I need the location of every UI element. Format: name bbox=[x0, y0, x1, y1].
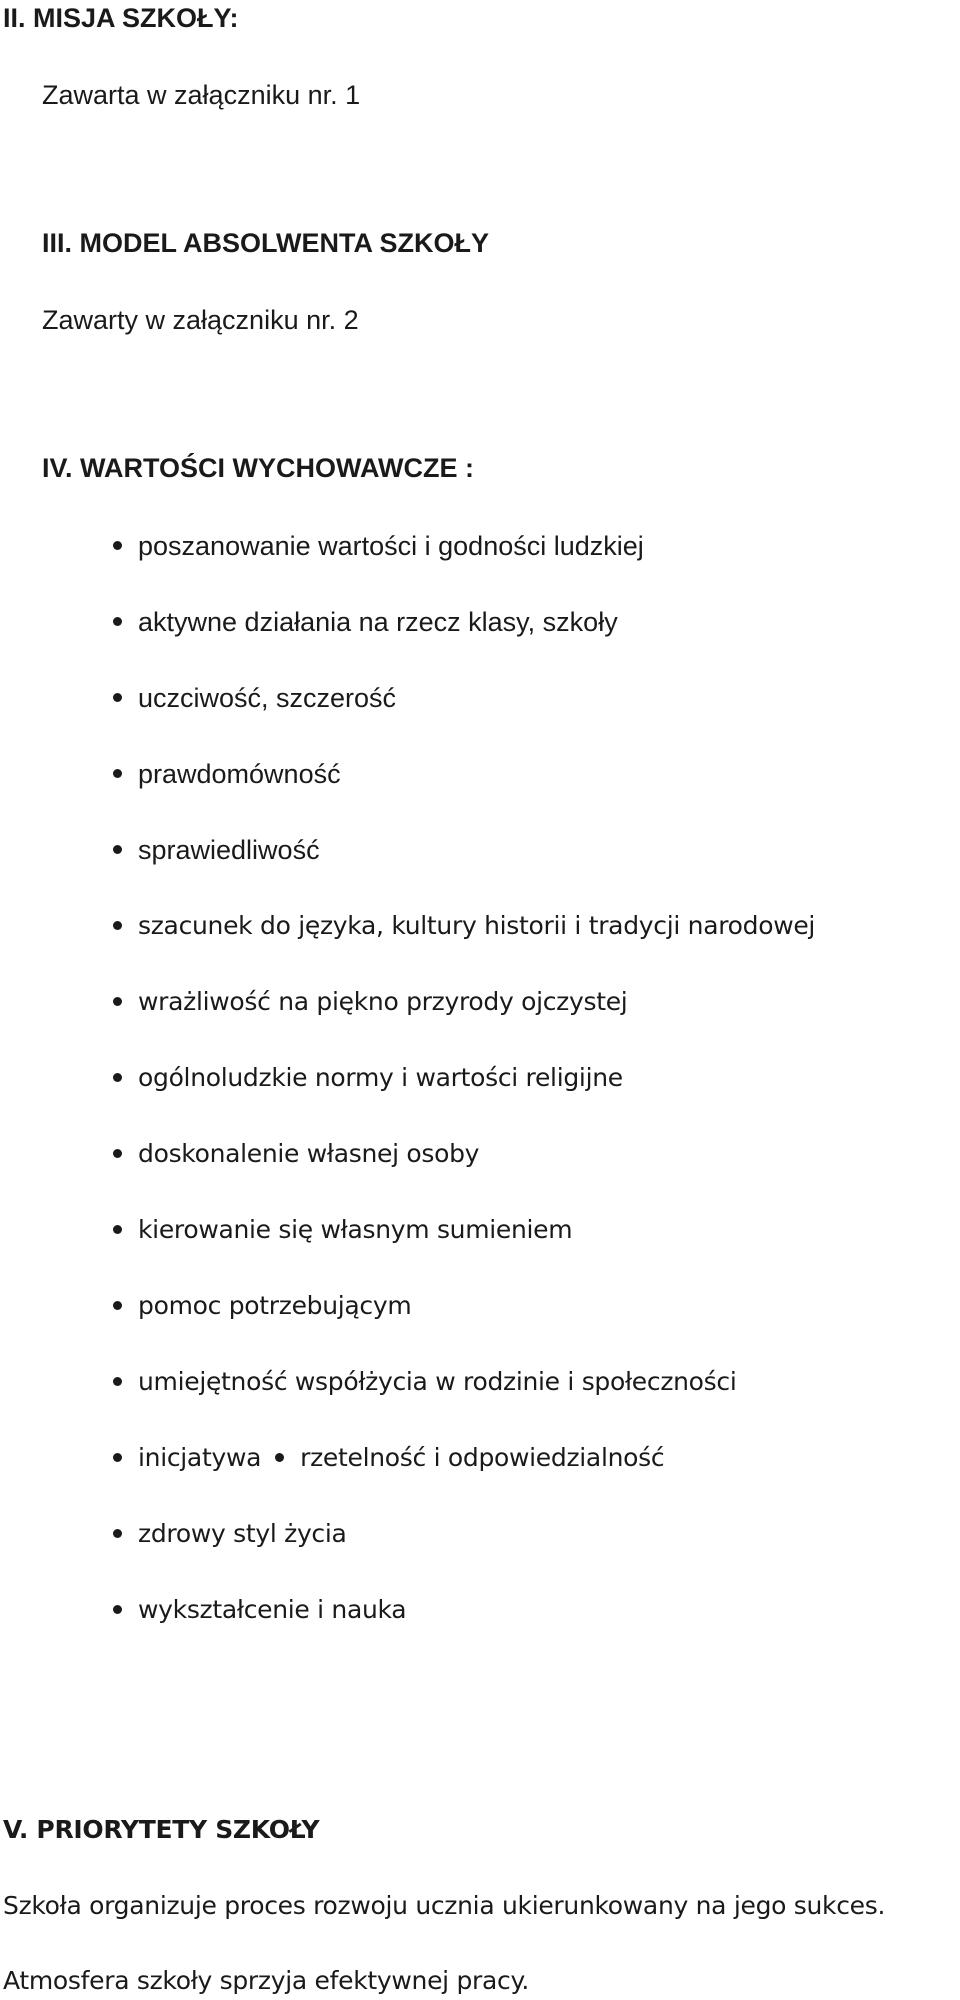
list-item-text: szacunek do języka, kultury historii i tradycji narodowej bbox=[138, 911, 816, 940]
list-item bbox=[113, 1293, 411, 1318]
list-item-text: rzetelność i odpowiedzialność bbox=[300, 1443, 665, 1472]
list-item-text: inicjatywa bbox=[138, 1443, 262, 1472]
list-item bbox=[113, 609, 618, 636]
list-item-text: doskonalenie własnej osoby bbox=[138, 1139, 480, 1168]
bullet-icon bbox=[113, 1377, 122, 1386]
list-item-text: aktywne działania na rzecz klasy, szkoły bbox=[138, 607, 618, 637]
list-item bbox=[113, 1217, 572, 1242]
section-4-heading: IV. WARTOŚCI WYCHOWAWCZE : bbox=[42, 453, 475, 483]
list-item bbox=[113, 1141, 479, 1166]
bullet-icon bbox=[113, 1149, 122, 1158]
list-item-text: umiejętność współżycia w rodzinie i społeczności bbox=[138, 1367, 737, 1396]
list-item-text: ogólnoludzkie normy i wartości religijne bbox=[138, 1063, 623, 1092]
list-item-text: wykształcenie i nauka bbox=[138, 1595, 407, 1624]
bullet-icon bbox=[275, 1453, 284, 1462]
bullet-icon bbox=[113, 921, 122, 930]
list-item bbox=[113, 1521, 347, 1546]
list-item-text: kierowanie się własnym sumieniem bbox=[138, 1215, 573, 1244]
list-item bbox=[113, 685, 396, 712]
list-item bbox=[113, 761, 341, 788]
list-item-text: wrażliwość na piękno przyrody ojczystej bbox=[138, 987, 628, 1016]
section-3-heading: III. MODEL ABSOLWENTA SZKOŁY bbox=[42, 228, 490, 258]
section-3-body: Zawarty w załączniku nr. 2 bbox=[42, 305, 359, 335]
bullet-icon bbox=[113, 617, 122, 626]
bullet-icon bbox=[113, 693, 122, 702]
list-item bbox=[113, 913, 815, 938]
list-item-text: sprawiedliwość bbox=[138, 835, 320, 865]
bullet-icon bbox=[113, 769, 122, 778]
list-item-text: poszanowanie wartości i godności ludzkiej bbox=[138, 531, 644, 561]
bullet-icon bbox=[113, 1529, 122, 1538]
bullet-icon bbox=[113, 1225, 122, 1234]
list-item bbox=[113, 837, 320, 864]
list-item-text: zdrowy styl życia bbox=[138, 1519, 347, 1548]
priority-line: Atmosfera szkoły sprzyja efektywnej pracy. bbox=[3, 1966, 530, 1995]
section-2-heading: II. MISJA SZKOŁY: bbox=[3, 3, 239, 33]
list-item-text: pomoc potrzebującym bbox=[138, 1291, 412, 1320]
list-item bbox=[113, 1445, 664, 1470]
list-item bbox=[113, 1369, 737, 1394]
list-item bbox=[113, 1597, 406, 1622]
list-item-text: uczciwość, szczerość bbox=[138, 683, 397, 713]
list-item bbox=[113, 989, 627, 1014]
bullet-icon bbox=[113, 1073, 122, 1082]
bullet-icon bbox=[113, 845, 122, 854]
bullet-icon bbox=[113, 1301, 122, 1310]
bullet-icon bbox=[113, 997, 122, 1006]
list-item bbox=[113, 533, 644, 560]
priority-line: Szkoła organizuje proces rozwoju ucznia ukierunkowany na jego sukces. bbox=[3, 1891, 886, 1920]
section-5-heading: V. PRIORYTETY SZKOŁY bbox=[3, 1815, 320, 1844]
bullet-icon bbox=[113, 1605, 122, 1614]
bullet-icon bbox=[113, 541, 122, 550]
bullet-icon bbox=[113, 1453, 122, 1462]
list-item bbox=[113, 1065, 623, 1090]
list-item-text: prawdomówność bbox=[138, 759, 341, 789]
section-2-body: Zawarta w załączniku nr. 1 bbox=[42, 80, 361, 110]
